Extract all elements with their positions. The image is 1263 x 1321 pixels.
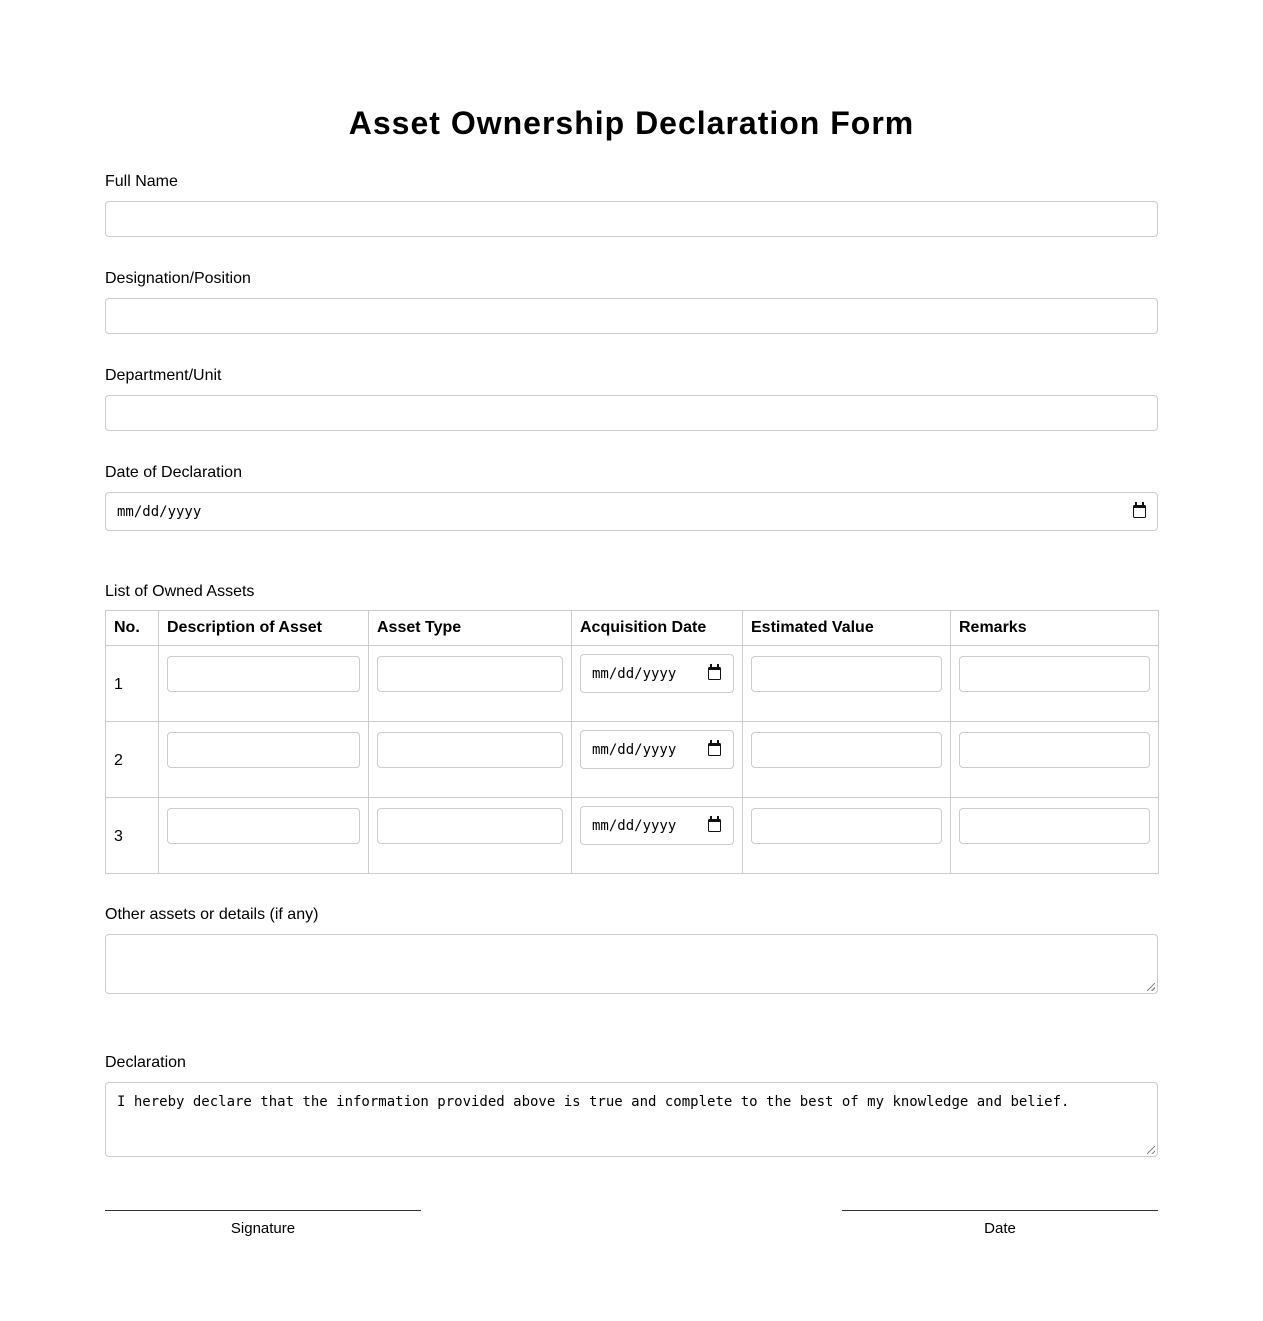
column-header-acquisition-date: Acquisition Date <box>572 611 743 646</box>
assets-table-label: List of Owned Assets <box>105 583 255 600</box>
row-number: 3 <box>106 798 159 874</box>
assets-table <box>105 610 1159 874</box>
date-caption: Date <box>984 1220 1016 1237</box>
signature-block <box>105 1210 421 1238</box>
column-header-asset-type: Asset Type <box>369 611 572 646</box>
department-input[interactable] <box>105 395 1158 431</box>
department-field <box>105 366 1158 431</box>
calendar-icon[interactable] <box>708 819 721 832</box>
designation-label: Designation/Position <box>105 270 251 287</box>
date-placeholder: mm/dd/yyyy <box>592 817 677 834</box>
signature-line <box>105 1210 421 1211</box>
resize-grip-icon[interactable] <box>1147 1146 1155 1154</box>
acquisition-date-input[interactable] <box>580 654 734 693</box>
declaration-label: Declaration <box>105 1054 186 1071</box>
description-input[interactable] <box>167 808 360 844</box>
form-title: Asset Ownership Declaration Form <box>348 105 915 141</box>
acquisition-date-input[interactable] <box>580 806 734 845</box>
acquisition-date-input[interactable] <box>580 730 734 769</box>
table-row <box>106 722 1159 798</box>
full-name-field <box>105 172 1158 237</box>
declaration-field <box>105 1053 1158 1157</box>
estimated-value-input[interactable] <box>751 808 942 844</box>
column-header-description: Description of Asset <box>159 611 369 646</box>
calendar-icon[interactable] <box>708 743 721 756</box>
other-details-label: Other assets or details (if any) <box>105 906 319 923</box>
column-header-remarks: Remarks <box>951 611 1159 646</box>
estimated-value-input[interactable] <box>751 732 942 768</box>
calendar-icon[interactable] <box>708 667 721 680</box>
asset-type-input[interactable] <box>377 732 563 768</box>
table-row <box>106 798 1159 874</box>
estimated-value-input[interactable] <box>751 656 942 692</box>
asset-type-input[interactable] <box>377 656 563 692</box>
signature-section <box>105 1210 1158 1238</box>
other-details-field <box>105 905 1158 994</box>
date-placeholder: mm/dd/yyyy <box>592 741 677 758</box>
date-signature-block <box>842 1210 1158 1238</box>
other-details-textarea[interactable] <box>105 934 1158 994</box>
date-placeholder: mm/dd/yyyy <box>117 503 202 520</box>
full-name-input[interactable] <box>105 201 1158 237</box>
remarks-input[interactable] <box>959 732 1150 768</box>
full-name-label: Full Name <box>105 173 178 190</box>
department-label: Department/Unit <box>105 367 222 384</box>
table-row <box>106 646 1159 722</box>
date-line <box>842 1210 1158 1211</box>
declaration-date-field <box>105 463 1158 531</box>
description-input[interactable] <box>167 656 360 692</box>
designation-input[interactable] <box>105 298 1158 334</box>
signature-caption: Signature <box>230 1220 296 1237</box>
calendar-icon[interactable] <box>1133 505 1146 518</box>
column-header-no: No. <box>106 611 159 646</box>
column-header-estimated-value: Estimated Value <box>743 611 951 646</box>
remarks-input[interactable] <box>959 656 1150 692</box>
designation-field <box>105 269 1158 334</box>
asset-type-input[interactable] <box>377 808 563 844</box>
remarks-input[interactable] <box>959 808 1150 844</box>
date-placeholder: mm/dd/yyyy <box>592 665 677 682</box>
row-number: 1 <box>106 646 159 722</box>
row-number: 2 <box>106 722 159 798</box>
declaration-date-label: Date of Declaration <box>105 464 242 481</box>
declaration-date-input[interactable] <box>105 492 1158 531</box>
declaration-textarea[interactable] <box>105 1082 1158 1157</box>
declaration-text: I hereby declare that the information provided above is true and complete to the best of my knowledge and belief. <box>117 1094 1070 1110</box>
description-input[interactable] <box>167 732 360 768</box>
resize-grip-icon[interactable] <box>1147 983 1155 991</box>
table-header-row <box>106 611 1159 646</box>
